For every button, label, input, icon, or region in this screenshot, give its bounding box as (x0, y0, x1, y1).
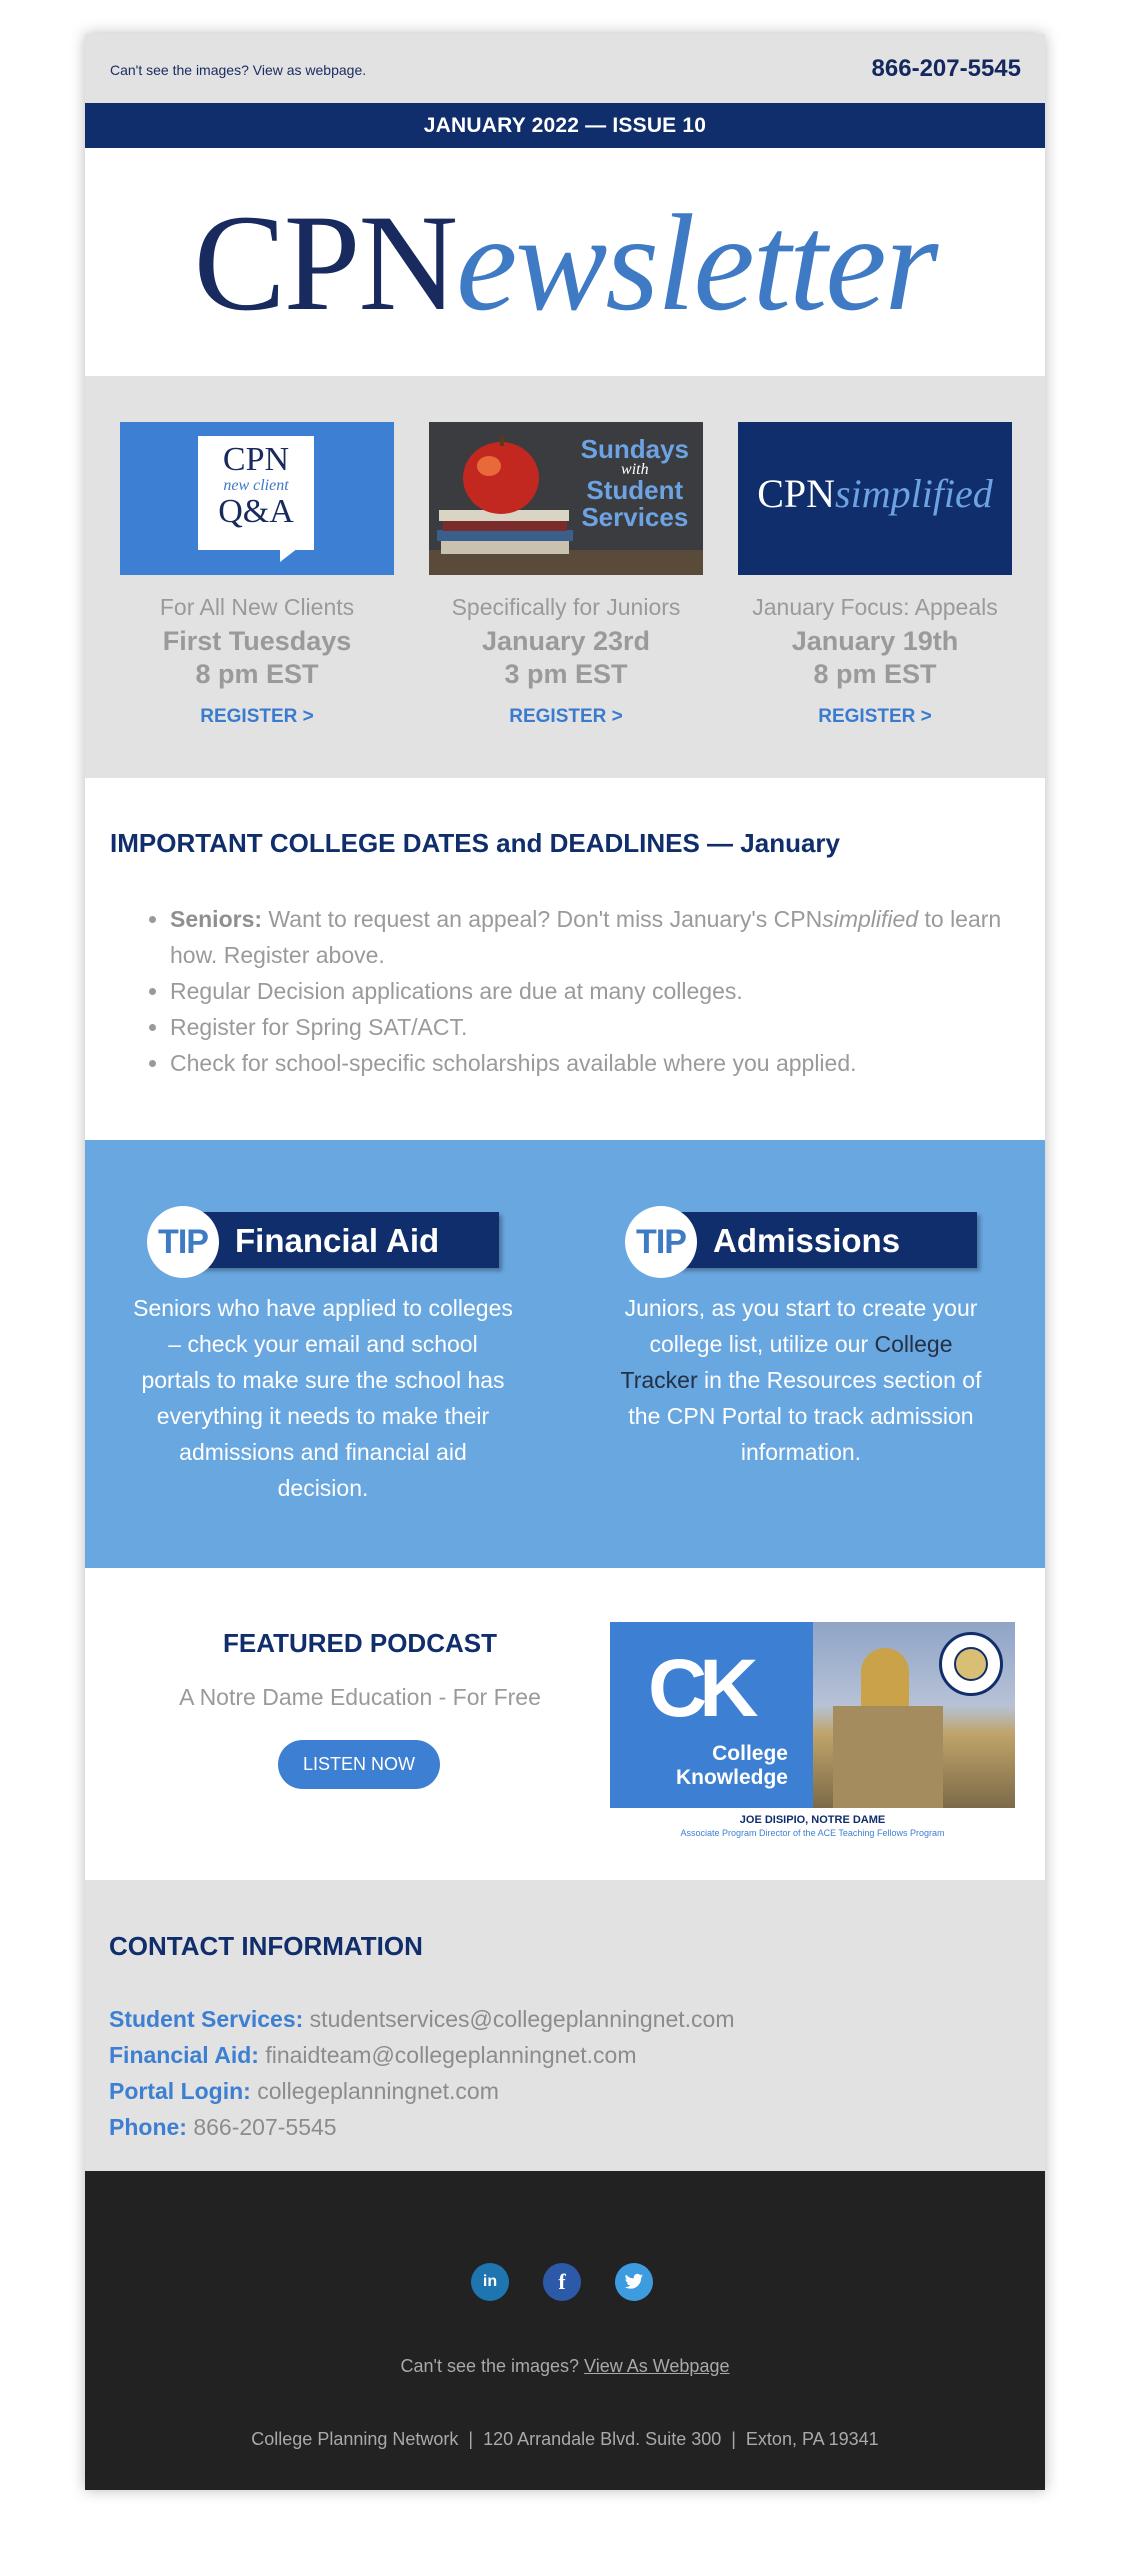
tip-banner (625, 1212, 977, 1268)
knowledge-word: Knowledge (675, 1766, 788, 1789)
cpn-simplified-image[interactable] (738, 422, 1012, 575)
student-word: Student (586, 475, 684, 505)
logo-cpn: CPN (193, 186, 457, 339)
event-date: January 19th (791, 626, 959, 656)
event-time: 3 pm EST (504, 659, 628, 689)
contact-value[interactable]: 866-207-5545 (186, 2114, 337, 2140)
issue-bar: JANUARY 2022 — ISSUE 10 (85, 103, 1045, 148)
qa-card-cpn: CPN (222, 441, 290, 478)
college-tracker-link[interactable]: College Tracker (620, 1331, 953, 1393)
footer-address: College Planning Network | 120 Arrandale Blvd. Suite 300 | Exton, PA 19341 (251, 2429, 879, 2449)
qa-card-new-client: new client (223, 477, 289, 494)
tip-title: Financial Aid (235, 1222, 440, 1259)
contact-section (85, 1880, 1045, 2171)
listen-now-button[interactable]: LISTEN NOW (278, 1740, 440, 1789)
register-link[interactable]: REGISTER > (509, 706, 623, 727)
contact-value[interactable]: studentservices@collegeplanningnet.com (303, 2006, 735, 2032)
podcast-subtitle: A Notre Dame Education - For Free (179, 1684, 541, 1710)
qa-card (198, 436, 314, 550)
logo-ewsletter: ewsletter (456, 186, 937, 339)
contact-label: Phone: (109, 2114, 187, 2140)
email-container (85, 34, 1045, 2490)
footer (85, 2171, 1045, 2490)
tip-body-text: Juniors, as you start to create your college list, utilize our (624, 1295, 978, 1357)
events-section (85, 376, 1045, 778)
building-tower (833, 1706, 943, 1808)
contact-heading: CONTACT INFORMATION (109, 1931, 423, 1961)
college-knowledge-logo (610, 1622, 813, 1808)
tip-body-text: in the Resources section of the CPN Portal to track admission information. (628, 1367, 982, 1465)
sundays-student-services-image[interactable] (429, 422, 703, 575)
twitter-icon[interactable] (615, 2263, 653, 2301)
cpn-simplified-logo (738, 470, 1012, 517)
new-client-qa-image[interactable] (120, 422, 394, 575)
tip-body (611, 1290, 991, 1470)
event-audience: For All New Clients (159, 594, 355, 620)
event-date: January 23rd (481, 626, 651, 656)
podcast-guest-name: JOE DISIPIO, NOTRE DAME (739, 1814, 886, 1826)
view-webpage-text: Can't see the images? (400, 2356, 585, 2376)
podcast-heading: FEATURED PODCAST (223, 1628, 497, 1658)
contact-label: Portal Login: (109, 2078, 251, 2104)
view-as-webpage-link[interactable]: Can't see the images? View as webpage. (110, 62, 367, 78)
tips-section (85, 1140, 1045, 1568)
contact-row-portal-login (109, 2078, 499, 2105)
register-link[interactable]: REGISTER > (818, 706, 932, 727)
podcast-guest-title: Associate Program Director of the ACE Teaching Fellows Program (680, 1828, 945, 1838)
college-knowledge-text (610, 1742, 788, 1790)
list-item: • Register for Spring SAT/ACT. (170, 1009, 1030, 1045)
sundays-word: Sundays (580, 434, 689, 464)
dates-list (170, 901, 1030, 1081)
twitter-bird-icon (624, 2273, 644, 2291)
podcast-section (85, 1568, 1045, 1880)
sundays-title (581, 436, 689, 531)
simplified-italic: simplified (822, 906, 919, 932)
with-word: with (621, 461, 649, 478)
facebook-icon[interactable]: f (543, 2263, 581, 2301)
seniors-label: Seniors: (170, 906, 263, 932)
contact-label: Student Services: (109, 2006, 304, 2032)
tip-title: Admissions (713, 1222, 901, 1259)
contact-value[interactable]: finaidteam@collegeplanningnet.com (258, 2042, 637, 2068)
qa-card-qa: Q&A (218, 493, 294, 530)
contact-row-phone (109, 2114, 337, 2141)
contact-value[interactable]: collegeplanningnet.com (250, 2078, 499, 2104)
list-item: • Regular Decision applications are due at many colleges. (170, 973, 1030, 1009)
phone-number[interactable]: 866-207-5545 (871, 55, 1021, 82)
event-time: 8 pm EST (195, 659, 319, 689)
register-link[interactable]: REGISTER > (200, 706, 314, 727)
dates-heading: IMPORTANT COLLEGE DATES and DEADLINES — January (110, 828, 840, 858)
simplified-cpn: CPN (757, 471, 836, 516)
linkedin-icon[interactable]: in (471, 2263, 509, 2301)
tip-badge-icon: TIP (625, 1206, 697, 1278)
event-audience: January Focus: Appeals (752, 594, 998, 620)
event-audience: Specifically for Juniors (451, 594, 681, 620)
list-item (170, 901, 1030, 973)
simplified-word: simplified (835, 471, 993, 516)
contact-row-financial-aid (109, 2042, 636, 2069)
top-bar (85, 34, 1045, 103)
contact-row-student-services (109, 2006, 735, 2033)
list-item-text: Want to request an appeal? Don't miss January's CPN (262, 906, 823, 932)
ck-logo-icon: CK (648, 1643, 751, 1734)
list-item-text: to learn how. Register above. (170, 906, 1002, 968)
podcast-image[interactable] (610, 1622, 1015, 1838)
list-item: • Check for school-specific scholarships available where you applied. (170, 1045, 1030, 1081)
college-word: College (712, 1742, 788, 1765)
tip-banner (147, 1212, 499, 1268)
university-seal-icon (939, 1632, 1003, 1696)
dates-section (85, 778, 1045, 1140)
golden-dome (861, 1648, 909, 1708)
notre-dame-building-photo (813, 1622, 1015, 1808)
event-time: 8 pm EST (813, 659, 937, 689)
newsletter-logo (85, 148, 1045, 376)
event-date: First Tuesdays (162, 626, 352, 656)
speech-bubble-tail (280, 548, 298, 562)
view-as-webpage-footer-link[interactable]: View As Webpage (584, 2356, 730, 2376)
services-word: Services (581, 502, 689, 532)
contact-label: Financial Aid: (109, 2042, 259, 2068)
view-webpage-line (85, 2356, 1045, 2377)
tip-badge-icon: TIP (147, 1206, 219, 1278)
tip-body: Seniors who have applied to colleges – check your email and school portals to make sure the school has everything it needs to make their admissions and financial aid decision. (133, 1295, 513, 1501)
